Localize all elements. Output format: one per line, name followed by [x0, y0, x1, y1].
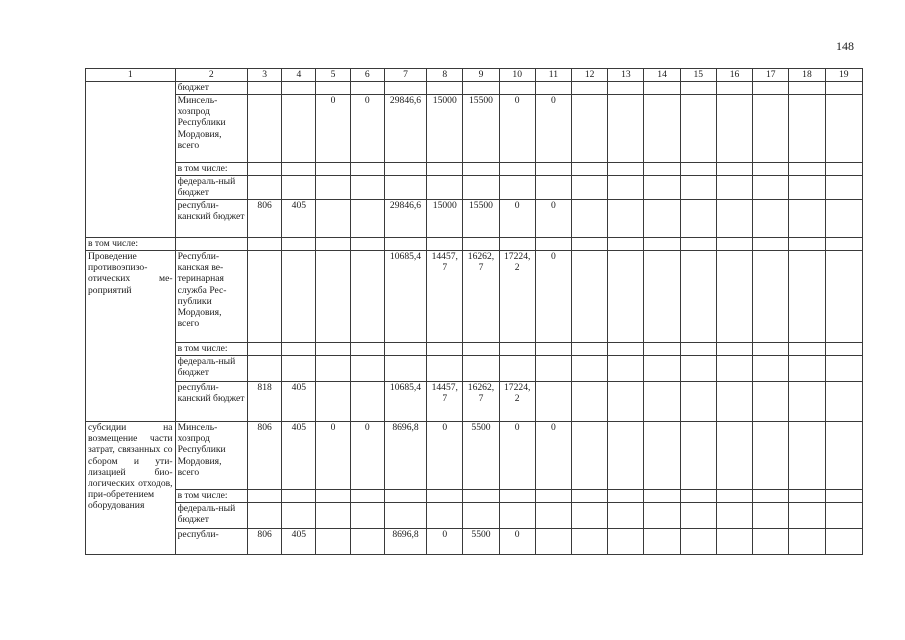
- col-header: 7: [384, 69, 426, 82]
- cell-source: Минсель-хозпрод Республики Мордовия, всего: [175, 422, 247, 490]
- cell-value: 0: [535, 200, 571, 238]
- cell-value: 17224, 2: [499, 382, 535, 422]
- cell-value: 10685,4: [384, 251, 426, 343]
- cell-value: 8696,8: [384, 529, 426, 555]
- cell-value: 15000: [427, 95, 463, 163]
- cell-source: в том числе:: [175, 343, 247, 356]
- table-row: [86, 529, 863, 555]
- col-header: 4: [282, 69, 316, 82]
- table-row: [86, 176, 863, 200]
- cell-col1: [86, 82, 176, 238]
- cell-value: 15000: [427, 200, 463, 238]
- cell-value: [282, 251, 316, 343]
- cell-source: республи-канский бюджет: [175, 200, 247, 238]
- cell-source: федераль-ный бюджет: [175, 356, 247, 382]
- budget-table: [85, 68, 863, 555]
- cell-value: 0: [499, 422, 535, 490]
- cell-value: 806: [248, 422, 282, 490]
- col-header: 5: [316, 69, 350, 82]
- table-row: [86, 200, 863, 238]
- header-row: [86, 69, 863, 82]
- table-row: [86, 343, 863, 356]
- cell-value: [350, 200, 384, 238]
- col-header: 12: [572, 69, 608, 82]
- cell-value: [350, 529, 384, 555]
- cell-source: республи-: [175, 529, 247, 555]
- cell-value: 0: [535, 422, 571, 490]
- cell-value: 806: [248, 529, 282, 555]
- col-header: 8: [427, 69, 463, 82]
- cell-value: [350, 251, 384, 343]
- cell-value: 0: [499, 95, 535, 163]
- cell-value: [535, 382, 571, 422]
- col-header: 19: [825, 69, 862, 82]
- cell-source: федераль-ный бюджет: [175, 503, 247, 529]
- cell-value: 405: [282, 529, 316, 555]
- cell-value: 818: [248, 382, 282, 422]
- cell-value: 29846,6: [384, 95, 426, 163]
- cell-value: 14457, 7: [427, 382, 463, 422]
- cell-source: Минсель-хозпрод Республики Мордовия, всего: [175, 95, 247, 163]
- cell-source: в том числе:: [175, 163, 247, 176]
- cell-value: 5500: [463, 422, 499, 490]
- cell-value: 0: [535, 251, 571, 343]
- col-header: 17: [753, 69, 789, 82]
- col-header: 10: [499, 69, 535, 82]
- col-header: 6: [350, 69, 384, 82]
- table-row: [86, 238, 863, 251]
- col-header: 1: [86, 69, 176, 82]
- page-number: 148: [836, 39, 854, 53]
- cell-value: 17224, 2: [499, 251, 535, 343]
- cell-value: 16262, 7: [463, 251, 499, 343]
- table-row: [86, 503, 863, 529]
- col-header: 18: [789, 69, 825, 82]
- table-row: [86, 95, 863, 163]
- cell-value: 405: [282, 422, 316, 490]
- cell-value: [248, 251, 282, 343]
- cell-section-label: в том числе:: [86, 238, 176, 251]
- cell-value: 0: [350, 95, 384, 163]
- col-header: 14: [644, 69, 680, 82]
- cell-source: Республи-канская ве-теринарная служба Рес-публики Мордовия, всего: [175, 251, 247, 343]
- cell-value: 0: [350, 422, 384, 490]
- table-row: [86, 422, 863, 490]
- cell-value: 8696,8: [384, 422, 426, 490]
- col-header: 15: [680, 69, 716, 82]
- col-header: 2: [175, 69, 247, 82]
- cell-value: 0: [427, 529, 463, 555]
- cell-source: федераль-ный бюджет: [175, 176, 247, 200]
- cell-source: бюджет: [175, 82, 247, 95]
- col-header: 16: [716, 69, 752, 82]
- cell-value: 15500: [463, 200, 499, 238]
- table-row: [86, 82, 863, 95]
- cell-value: [282, 95, 316, 163]
- col-header: 3: [248, 69, 282, 82]
- table-row: [86, 251, 863, 343]
- table-row: [86, 382, 863, 422]
- cell-value: 14457, 7: [427, 251, 463, 343]
- cell-value: 0: [499, 529, 535, 555]
- cell-value: [535, 529, 571, 555]
- cell-value: [350, 382, 384, 422]
- col-header: 13: [608, 69, 644, 82]
- cell-activity: субсидии на возмещение части затрат, связанных со сбором и ути-лизацией био-логических отходов, при-обретением оборудования: [86, 422, 176, 555]
- cell-value: [316, 200, 350, 238]
- cell-value: 15500: [463, 95, 499, 163]
- cell-value: 405: [282, 382, 316, 422]
- table-row: [86, 490, 863, 503]
- table-row: [86, 163, 863, 176]
- cell-value: 0: [499, 200, 535, 238]
- cell-value: 29846,6: [384, 200, 426, 238]
- cell-value: [316, 251, 350, 343]
- cell-source: в том числе:: [175, 490, 247, 503]
- table-row: [86, 356, 863, 382]
- cell-value: [316, 529, 350, 555]
- cell-value: 0: [535, 95, 571, 163]
- cell-value: [316, 382, 350, 422]
- cell-value: 16262, 7: [463, 382, 499, 422]
- col-header: 11: [535, 69, 571, 82]
- cell-value: 10685,4: [384, 382, 426, 422]
- col-header: 9: [463, 69, 499, 82]
- cell-value: 0: [316, 422, 350, 490]
- cell-source: республи-канский бюджет: [175, 382, 247, 422]
- cell-value: 0: [427, 422, 463, 490]
- cell-activity: Проведение противоэпизо-отических ме-роприятий: [86, 251, 176, 422]
- cell-value: [248, 95, 282, 163]
- cell-value: 0: [316, 95, 350, 163]
- cell-value: 5500: [463, 529, 499, 555]
- cell-value: 405: [282, 200, 316, 238]
- cell-value: 806: [248, 200, 282, 238]
